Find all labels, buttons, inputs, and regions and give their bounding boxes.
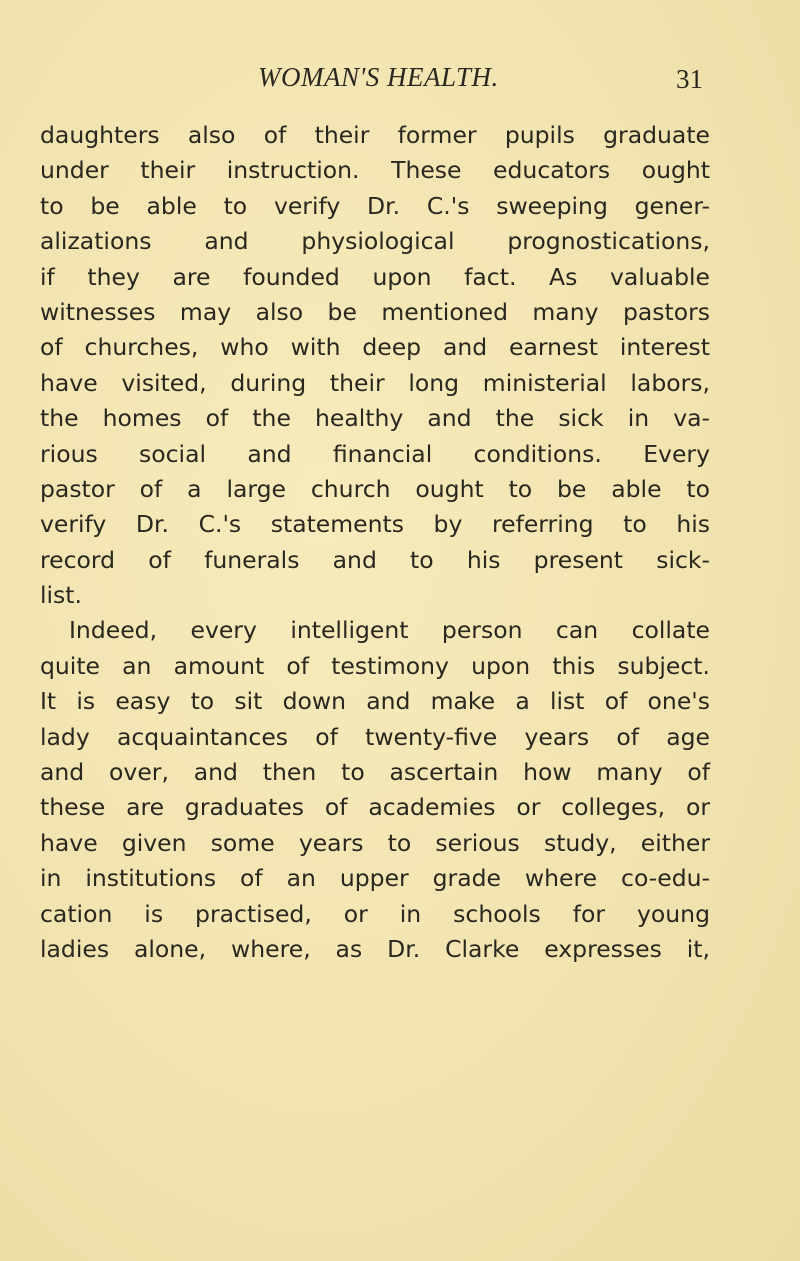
text-line: have given some years to serious study, either: [40, 828, 710, 857]
text-line: rious social and financial conditions. Every: [40, 439, 710, 468]
text-line: these are graduates of academies or colleges, or: [40, 793, 710, 822]
page-number: 31: [676, 64, 703, 94]
paragraph-2: [40, 613, 710, 967]
text-line: ladies alone, where, as Dr. Clarke expresses it,: [40, 934, 710, 963]
text-line: to be able to verify Dr. C.'s sweeping gener-: [40, 191, 710, 220]
text-line: under their instruction. These educators ought: [40, 156, 710, 185]
body-text: [40, 118, 710, 967]
text-line: daughters also of their former pupils graduate: [40, 121, 710, 149]
text-line: and over, and then to ascertain how many of: [40, 758, 710, 787]
running-title: WOMAN'S HEALTH.: [258, 62, 499, 92]
text-line: verify Dr. C.'s statements by referring to his: [40, 510, 710, 539]
text-line: have visited, during their long ministerial labors,: [40, 368, 710, 397]
text-line: list.: [40, 581, 82, 610]
text-line: witnesses may also be mentioned many pastors: [40, 297, 710, 326]
text-line: cation is practised, or in schools for young: [40, 899, 710, 928]
text-line: record of funerals and to his present sick-: [40, 545, 710, 574]
text-line: pastor of a large church ought to be able to: [40, 474, 710, 503]
text-line: It is easy to sit down and make a list of one's: [40, 687, 710, 716]
text-line: the homes of the healthy and the sick in va-: [40, 404, 710, 433]
text-line: if they are founded upon fact. As valuable: [40, 262, 710, 291]
text-line: lady acquaintances of twenty-five years of age: [40, 722, 710, 751]
text-line: in institutions of an upper grade where co-edu-: [40, 864, 710, 893]
text-line: alizations and physiological prognostications,: [40, 227, 710, 256]
text-line: Indeed, every intelligent person can collate: [69, 616, 710, 645]
paragraph-1: [40, 118, 710, 613]
text-line: of churches, who with deep and earnest interest: [40, 333, 710, 362]
running-head: [0, 62, 800, 102]
text-line: quite an amount of testimony upon this subject.: [40, 651, 710, 680]
